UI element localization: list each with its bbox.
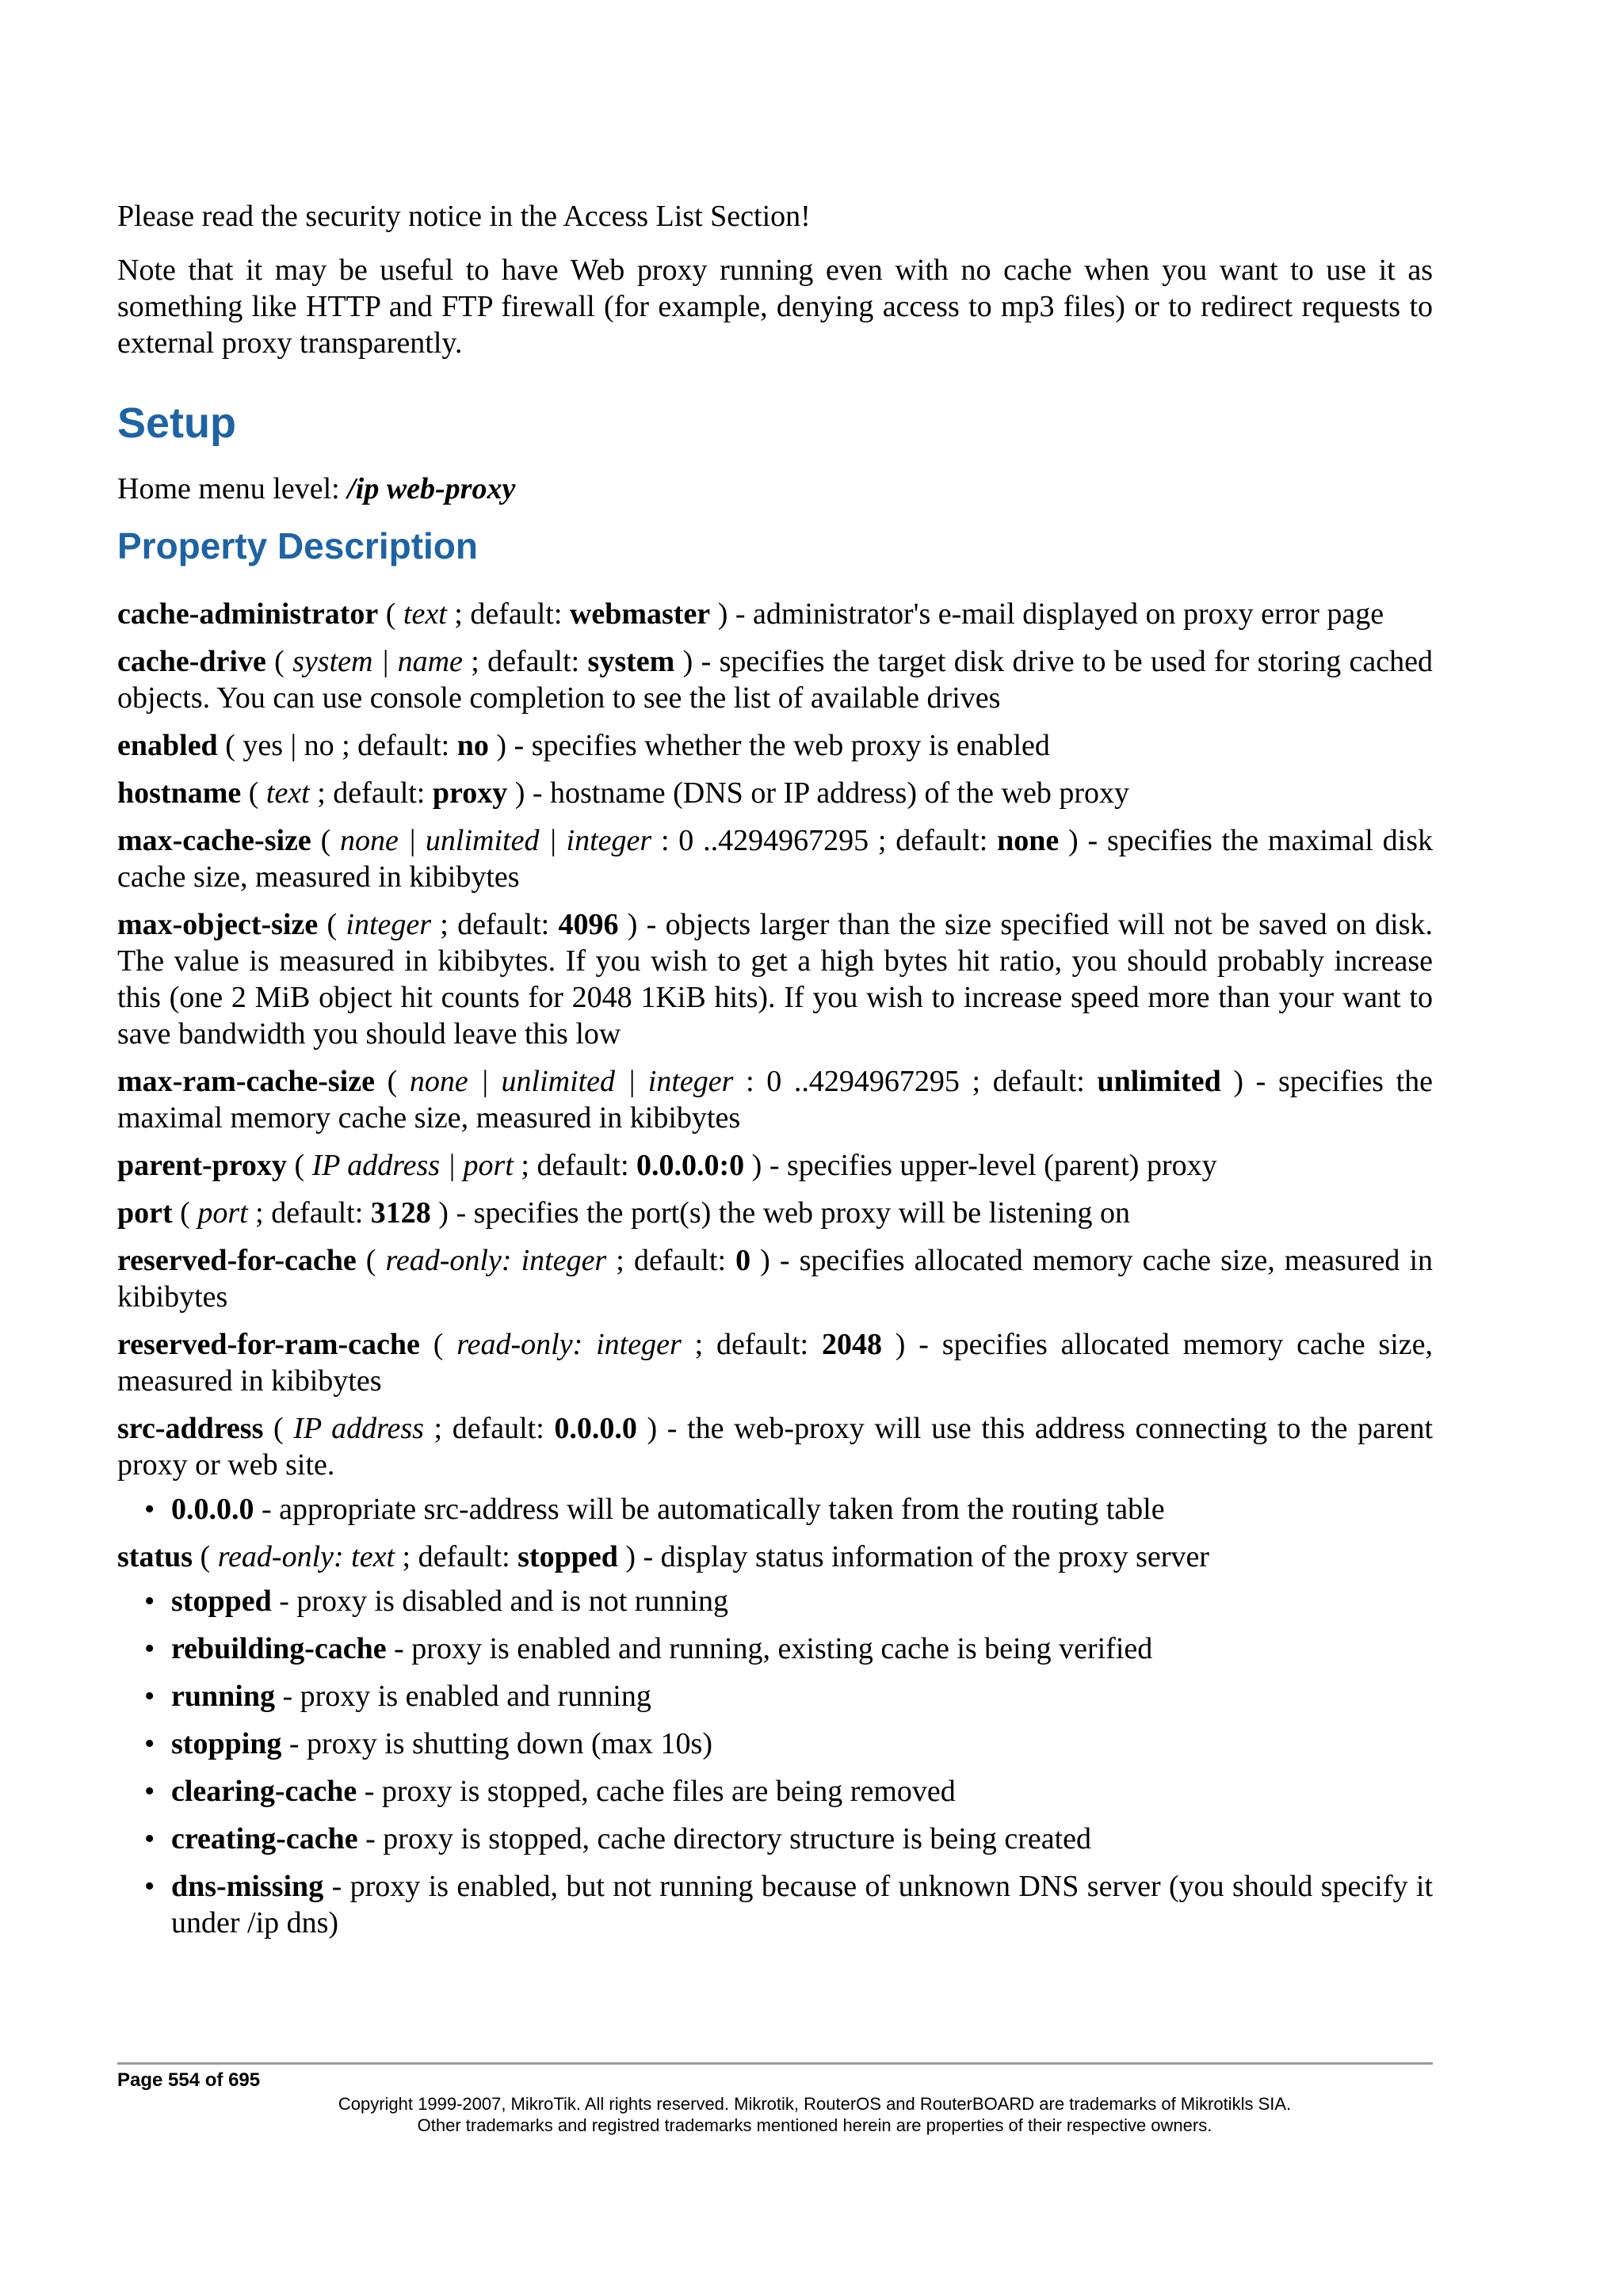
copyright-notice — [117, 2093, 1512, 2136]
security-notice: Please read the security notice in the Access List Section! — [117, 200, 811, 233]
property-type: none | unlimited | integer — [340, 824, 652, 857]
property-default-value: 3128 — [370, 1196, 431, 1230]
property-default-value: 0 — [735, 1244, 751, 1277]
property-description: ) - administrator's e-mail displayed on proxy error page — [710, 597, 1384, 631]
property-default-value: none — [997, 824, 1060, 857]
property-name: max-object-size — [117, 908, 319, 941]
property-default-label: ; default: — [247, 1196, 371, 1230]
value-term: running — [171, 1680, 275, 1713]
property-name: cache-administrator — [117, 597, 379, 631]
property-parent-proxy — [117, 1147, 1433, 1184]
bullet-icon: • — [144, 1493, 155, 1526]
property-open-paren: ( — [419, 1328, 457, 1361]
value-description: - proxy is enabled and running — [274, 1680, 651, 1713]
property-default-label: ; default: — [309, 776, 433, 810]
property-type: read-only: integer — [456, 1328, 682, 1361]
value-term: dns-missing — [171, 1870, 324, 1903]
value-description: - proxy is shutting down (max 10s) — [281, 1727, 712, 1760]
property-name: enabled — [117, 729, 218, 762]
property-default-value: no — [456, 729, 489, 762]
property-max-object-size — [117, 906, 1433, 1052]
property-enabled — [117, 727, 1433, 764]
copyright-line-1: Copyright 1999-2007, MikroTik. All rights reserved. Mikrotik, RouterOS and RouterBOARD are trademarks of Mikrotikls SIA. — [338, 2094, 1292, 2114]
property-name: parent-proxy — [117, 1149, 287, 1182]
bullet-icon: • — [144, 1585, 155, 1618]
property-open-paren: ( — [318, 908, 346, 941]
property-name: port — [117, 1196, 173, 1230]
list-item — [144, 1583, 1433, 1619]
value-term: rebuilding-cache — [171, 1632, 387, 1665]
property-open-paren: ( — [356, 1244, 386, 1277]
property-cache-administrator — [117, 596, 1433, 632]
property-type: IP address — [293, 1412, 424, 1445]
property-type: IP address | port — [311, 1149, 514, 1182]
property-default-label: ; default: — [606, 1244, 736, 1277]
list-item — [144, 1678, 1433, 1714]
property-default-label: ; default: — [395, 1540, 518, 1573]
property-type: port — [197, 1196, 248, 1230]
property-description-heading: Property Description — [117, 525, 478, 566]
value-term: stopping — [171, 1727, 282, 1760]
page-content — [117, 198, 1433, 1952]
property-description: ) - specifies the maximal memory cache size, measured in kibibytes — [117, 1065, 1433, 1135]
home-menu-level — [117, 471, 1433, 507]
property-default-label: ; default: — [462, 645, 588, 678]
list-item — [144, 1630, 1433, 1667]
property-description: ) - the web-proxy will use this address connecting to the parent proxy or web site. — [117, 1412, 1433, 1482]
list-item — [144, 1868, 1433, 1941]
property-default-value: 2048 — [821, 1328, 882, 1361]
bullet-icon: • — [144, 1870, 155, 1903]
property-status — [117, 1539, 1433, 1575]
property-max-cache-size — [117, 822, 1433, 895]
property-default-value: 0.0.0.0 — [554, 1412, 637, 1445]
property-hostname — [117, 775, 1433, 811]
property-default-label: ; default: — [681, 1328, 822, 1361]
property-open-paren: ( — [378, 597, 403, 631]
property-open-paren: ( — [286, 1149, 312, 1182]
property-value-list — [117, 1583, 1433, 1941]
intro-note: Note that it may be useful to have Web proxy running even with no cache when you want to use it as something like HTTP and FTP firewall (for example, denying access to mp3 files) or to redirect requests to external proxy transparently. — [117, 254, 1433, 360]
property-name: status — [117, 1540, 193, 1573]
property-port — [117, 1195, 1433, 1231]
property-type: text — [403, 597, 447, 631]
property-default-label: yes | no ; default: — [242, 729, 457, 762]
property-description: ) - specifies allocated memory cache size, measured in kibibytes — [117, 1244, 1434, 1314]
property-name: reserved-for-cache — [117, 1244, 357, 1277]
value-term: stopped — [171, 1585, 272, 1618]
property-open-paren: ( — [265, 645, 293, 678]
property-max-ram-cache-size — [117, 1063, 1433, 1136]
property-description: ) - specifies allocated memory cache size, measured in kibibytes — [117, 1328, 1433, 1398]
property-open-paren: ( — [374, 1065, 410, 1098]
property-description: ) - specifies whether the web proxy is enabled — [488, 729, 1050, 762]
property-description: ) - hostname (DNS or IP address) of the web proxy — [507, 776, 1130, 810]
property-description: ) - specifies the maximal disk cache size, measured in kibibytes — [117, 824, 1434, 894]
property-type: text — [265, 776, 310, 810]
property-open-paren: ( — [311, 824, 341, 857]
property-default-label: : 0 ..4294967295 ; default: — [651, 824, 998, 857]
property-reserved-for-cache — [117, 1242, 1433, 1315]
property-default-label: ; default: — [446, 597, 570, 631]
setup-heading: Setup — [117, 399, 237, 447]
bullet-icon: • — [144, 1632, 155, 1665]
property-value-list — [117, 1491, 1433, 1527]
property-name: src-address — [117, 1412, 264, 1445]
property-description: ) - specifies the port(s) the web proxy will be listening on — [430, 1196, 1131, 1230]
property-list — [117, 596, 1433, 1941]
property-type: integer — [346, 908, 432, 941]
property-description: ) - objects larger than the size specified will not be saved on disk. The value is measured in kibibytes. If you wish to get a high bytes hit ratio, you should probably increase this (one 2 MiB object hit counts for 2048 1KiB hits). If you wish to increase speed more than your want to save bandwidth you should leave this low — [117, 908, 1434, 1051]
property-default-value: stopped — [517, 1540, 618, 1573]
property-src-address — [117, 1410, 1433, 1483]
property-open-paren: ( — [172, 1196, 198, 1230]
bullet-icon: • — [144, 1822, 155, 1855]
bullet-icon: • — [144, 1680, 155, 1713]
property-open-paren: ( — [217, 729, 243, 762]
bullet-icon: • — [144, 1775, 155, 1808]
home-menu-label: Home menu level: — [117, 472, 348, 505]
property-type: system | name — [292, 645, 463, 678]
property-name: max-ram-cache-size — [117, 1065, 375, 1098]
home-menu-path: /ip web-proxy — [347, 472, 516, 505]
property-open-paren: ( — [263, 1412, 294, 1445]
bullet-icon: • — [144, 1727, 155, 1760]
list-item — [144, 1726, 1433, 1762]
list-item — [144, 1491, 1433, 1527]
property-description: ) - specifies the target disk drive to be used for storing cached objects. You can use console completion to see the list of available drives — [117, 645, 1433, 715]
property-default-value: 4096 — [558, 908, 619, 941]
value-description: - proxy is enabled and running, existing cache is being verified — [386, 1632, 1153, 1665]
value-description: - appropriate src-address will be automatically taken from the routing table — [254, 1493, 1165, 1526]
value-description: - proxy is enabled, but not running because of unknown DNS server (you should specify it under /ip dns) — [171, 1870, 1433, 1939]
property-reserved-for-ram-cache — [117, 1326, 1433, 1399]
value-description: - proxy is stopped, cache directory structure is being created — [357, 1822, 1092, 1855]
list-item — [144, 1773, 1433, 1810]
property-default-value: proxy — [432, 776, 508, 810]
property-type: none | unlimited | integer — [409, 1065, 734, 1098]
value-term: creating-cache — [171, 1822, 358, 1855]
property-name: reserved-for-ram-cache — [117, 1328, 420, 1361]
list-item — [144, 1821, 1433, 1857]
property-type: read-only: text — [217, 1540, 395, 1573]
value-description: - proxy is disabled and is not running — [271, 1585, 728, 1618]
property-open-paren: ( — [193, 1540, 218, 1573]
property-open-paren: ( — [241, 776, 266, 810]
value-description: - proxy is stopped, cache files are being removed — [357, 1775, 956, 1808]
property-name: cache-drive — [117, 645, 266, 678]
copyright-line-2: Other trademarks and registred trademarks mentioned herein are properties of their respective owners. — [417, 2115, 1212, 2135]
property-default-value: webmaster — [569, 597, 711, 631]
property-default-value: system — [587, 645, 675, 678]
footer-divider — [117, 2062, 1433, 2065]
property-default-value: unlimited — [1097, 1065, 1221, 1098]
property-name: max-cache-size — [117, 824, 311, 857]
property-default-value: 0.0.0.0:0 — [636, 1149, 745, 1182]
property-type: read-only: integer — [385, 1244, 607, 1277]
property-description: ) - specifies upper-level (parent) proxy — [744, 1149, 1217, 1182]
value-term: clearing-cache — [171, 1775, 357, 1808]
property-default-label: ; default: — [513, 1149, 637, 1182]
property-default-label: : 0 ..4294967295 ; default: — [733, 1065, 1098, 1098]
property-default-label: ; default: — [423, 1412, 555, 1445]
property-cache-drive — [117, 643, 1433, 716]
value-term: 0.0.0.0 — [171, 1493, 254, 1526]
page-number: Page 554 of 695 — [117, 2069, 261, 2091]
property-default-label: ; default: — [431, 908, 559, 941]
property-name: hostname — [117, 776, 242, 810]
property-description: ) - display status information of the proxy server — [617, 1540, 1209, 1573]
